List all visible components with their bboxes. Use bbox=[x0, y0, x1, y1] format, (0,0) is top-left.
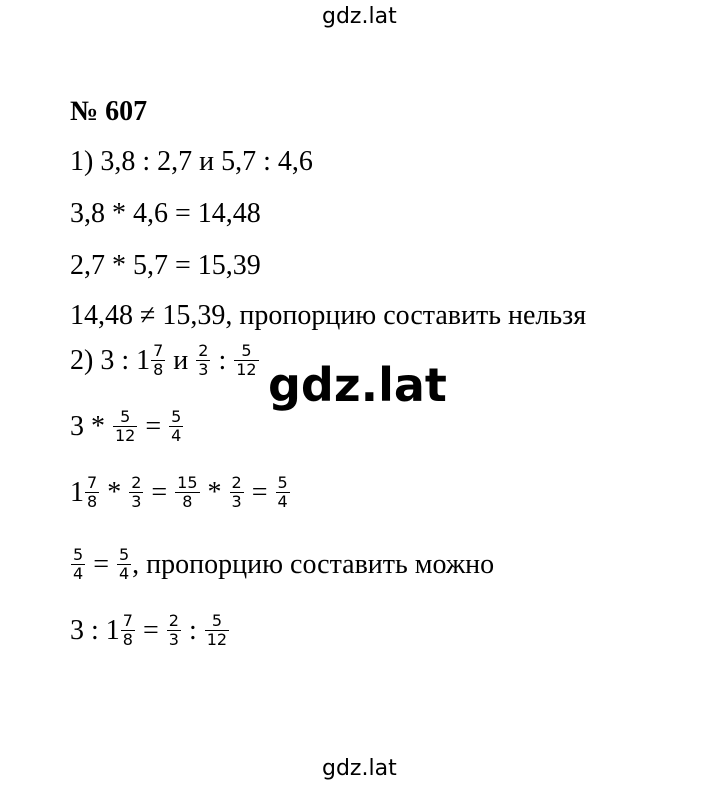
watermark-center: gdz.lat bbox=[268, 358, 447, 412]
denominator: 4 bbox=[73, 564, 84, 584]
denominator: 8 bbox=[153, 360, 164, 380]
numerator: 5 bbox=[73, 545, 84, 564]
fraction bbox=[151, 342, 165, 380]
fraction bbox=[169, 408, 183, 446]
text: 3 * bbox=[70, 410, 105, 442]
fraction bbox=[121, 612, 135, 650]
text: 2) 3 : 1 bbox=[70, 344, 151, 376]
line-6 bbox=[70, 408, 184, 446]
denominator: 3 bbox=[131, 492, 142, 512]
numerator: 5 bbox=[113, 408, 137, 427]
watermark-bottom: gdz.lat bbox=[322, 756, 397, 781]
fraction bbox=[117, 546, 131, 584]
denominator: 3 bbox=[231, 492, 242, 512]
denominator: 3 bbox=[168, 630, 179, 650]
denominator: 4 bbox=[171, 426, 182, 446]
fraction bbox=[196, 342, 210, 380]
numerator: 7 bbox=[122, 611, 133, 630]
numerator: 2 bbox=[131, 473, 142, 492]
fraction bbox=[85, 474, 99, 512]
denominator: 8 bbox=[182, 492, 193, 512]
text: = bbox=[142, 614, 159, 646]
line-1: 1) 3,8 : 2,7 и 5,7 : 4,6 bbox=[70, 146, 313, 177]
text: * bbox=[107, 476, 122, 508]
text: , пропорцию составить можно bbox=[132, 548, 495, 580]
denominator: 12 bbox=[115, 426, 136, 446]
line-3: 2,7 * 5,7 = 15,39 bbox=[70, 250, 261, 281]
denominator: 8 bbox=[122, 630, 133, 650]
fraction bbox=[276, 474, 290, 512]
denominator: 12 bbox=[206, 630, 228, 650]
denominator: 4 bbox=[277, 492, 288, 512]
numerator: 5 bbox=[118, 545, 130, 564]
text: * bbox=[207, 476, 222, 508]
line-9 bbox=[70, 612, 230, 650]
fraction bbox=[129, 474, 143, 512]
denominator: 3 bbox=[198, 360, 209, 380]
text: : bbox=[218, 344, 227, 376]
text: : bbox=[188, 614, 197, 646]
fraction bbox=[175, 474, 199, 512]
numerator: 5 bbox=[205, 612, 229, 631]
fraction bbox=[230, 474, 244, 512]
numerator: 2 bbox=[168, 611, 179, 630]
fraction bbox=[205, 612, 229, 650]
numerator: 7 bbox=[87, 473, 98, 492]
watermark-top: gdz.lat bbox=[322, 4, 397, 29]
numerator: 15 bbox=[177, 473, 198, 492]
fraction bbox=[234, 342, 258, 380]
fraction bbox=[167, 612, 181, 650]
numerator: 5 bbox=[234, 342, 258, 361]
numerator: 5 bbox=[171, 407, 182, 426]
text: 3 : 1 bbox=[70, 614, 120, 646]
denominator: 8 bbox=[87, 492, 98, 512]
denominator: 12 bbox=[236, 360, 257, 380]
numerator: 7 bbox=[153, 341, 164, 360]
numerator: 2 bbox=[231, 473, 242, 492]
text: и bbox=[173, 344, 189, 376]
line-4: 14,48 ≠ 15,39, пропорцию составить нельзя bbox=[70, 300, 587, 331]
text: = bbox=[145, 410, 162, 442]
line-8 bbox=[70, 546, 494, 584]
numerator: 2 bbox=[198, 341, 209, 360]
problem-number: № 607 bbox=[70, 96, 148, 127]
line-7 bbox=[70, 474, 291, 512]
text: = bbox=[151, 476, 168, 508]
fraction bbox=[113, 408, 137, 446]
text: = bbox=[251, 476, 268, 508]
text: 1 bbox=[70, 476, 84, 508]
line-5 bbox=[70, 342, 260, 380]
fraction bbox=[71, 546, 85, 584]
denominator: 4 bbox=[118, 564, 130, 584]
text: = bbox=[93, 548, 109, 580]
line-2: 3,8 * 4,6 = 14,48 bbox=[70, 198, 261, 229]
numerator: 5 bbox=[277, 473, 288, 492]
